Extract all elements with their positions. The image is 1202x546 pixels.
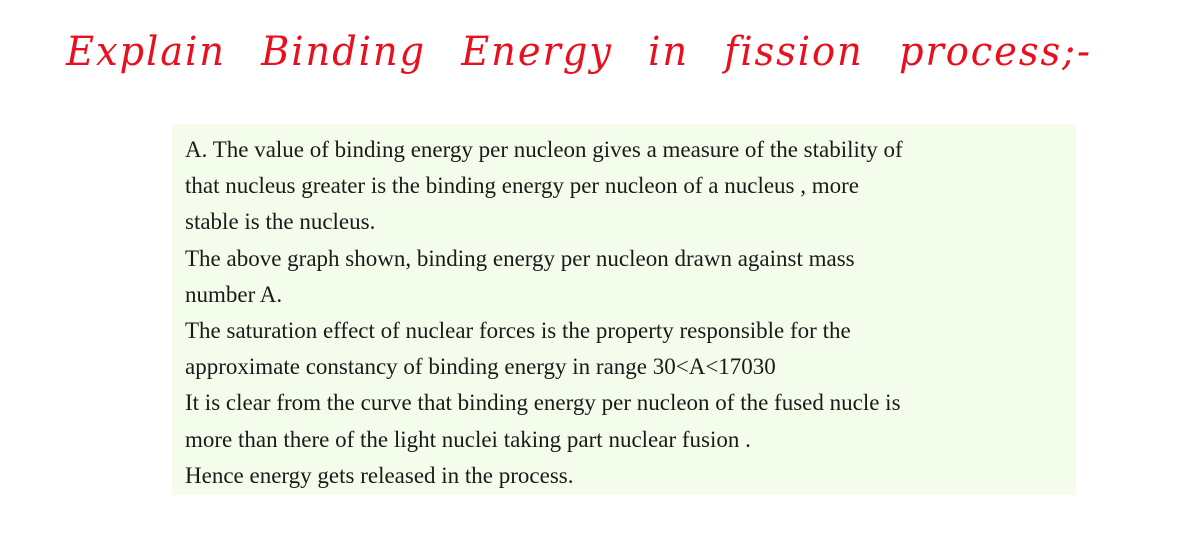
answer-line: that nucleus greater is the binding energy per nucleon of a nucleus , more bbox=[185, 173, 860, 199]
answer-line: The above graph shown, binding energy per nucleon drawn against mass bbox=[185, 245, 855, 271]
answer-line: approximate constancy of binding energy in range 30<A<17030 bbox=[185, 354, 776, 380]
answer-box bbox=[172, 124, 1076, 495]
answer-line: Hence energy gets released in the process. bbox=[185, 462, 574, 488]
answer-line: number A. bbox=[185, 281, 283, 307]
answer-line: The saturation effect of nuclear forces is the property responsible for the bbox=[185, 318, 851, 344]
answer-line: stable is the nucleus. bbox=[185, 209, 376, 235]
answer-line: more than there of the light nuclei taking part nuclear fusion . bbox=[185, 426, 751, 452]
answer-line: A. The value of binding energy per nucleon gives a measure of the stability of bbox=[185, 137, 903, 162]
handwritten-question-title: Explain Binding Energy in fission process;- bbox=[66, 29, 1092, 75]
answer-line: It is clear from the curve that binding energy per nucleon of the fused nucle is bbox=[185, 390, 901, 416]
